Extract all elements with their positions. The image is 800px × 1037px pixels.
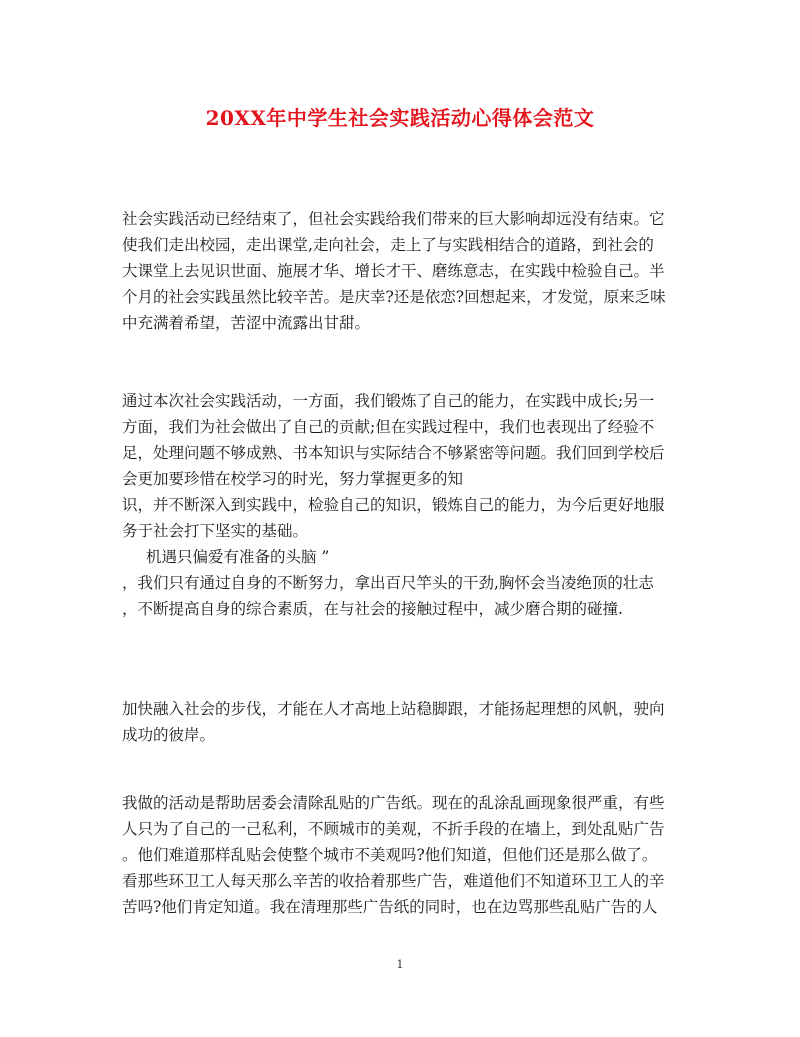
text-line: 大课堂上去见识世面、施展才华、增长才干、磨练意志，在实践中检验自己。半 bbox=[122, 262, 665, 280]
text-line: ，不断提高自身的综合素质，在与社会的接触过程中，减少磨合期的碰撞. bbox=[122, 600, 623, 618]
paragraph-3 bbox=[122, 696, 680, 748]
paragraph-1 bbox=[122, 206, 680, 336]
text-line: 足，处理问题不够成熟、书本知识与实际结合不够紧密等问题。我们回到学校后 bbox=[122, 444, 665, 462]
page-number: 1 bbox=[396, 958, 404, 971]
text-line: 人只为了自己的一己私利，不顾城市的美观，不折手段的在墙上，到处乱贴广告 bbox=[122, 820, 665, 838]
paragraph-4 bbox=[122, 790, 680, 920]
text-line: 看那些环卫工人每天那么辛苦的收拾着那些广告，难道他们不知道环卫工人的辛 bbox=[122, 872, 665, 890]
text-line: 会更加要珍惜在校学习的时光，努力掌握更多的知 bbox=[122, 470, 464, 488]
text-line: 方面，我们为社会做出了自己的贡献;但在实践过程中，我们也表现出了经验不 bbox=[122, 418, 655, 436]
text-line: 加快融入社会的步伐，才能在人才高地上站稳脚跟，才能扬起理想的风帆，驶向 bbox=[122, 700, 665, 718]
text-line: ，我们只有通过自身的不断努力，拿出百尺竿头的干劲,胸怀会当凌绝顶的壮志 bbox=[122, 574, 654, 592]
text-line: 个月的社会实践虽然比较辛苦。是庆幸?还是依恋?回想起来，才发觉，原来乏味 bbox=[122, 288, 666, 306]
text-line: 。他们难道那样乱贴会使整个城市不美观吗?他们知道，但他们还是那么做了。 bbox=[122, 846, 658, 864]
text-line: 务于社会打下坚实的基础。 bbox=[122, 522, 309, 540]
quote-line: 机遇只偏爱有准备的头脑 ” bbox=[146, 548, 330, 566]
document-title: 20XX年中学生社会实践活动心得体会范文 bbox=[205, 106, 595, 130]
text-line: 我做的活动是帮助居委会清除乱贴的广告纸。现在的乱涂乱画现象很严重，有些 bbox=[122, 794, 665, 812]
text-line: 通过本次社会实践活动，一方面，我们锻炼了自己的能力，在实践中成长;另一 bbox=[122, 392, 655, 410]
text-line: 成功的彼岸。 bbox=[122, 726, 216, 744]
text-line: 社会实践活动已经结束了，但社会实践给我们带来的巨大影响却远没有结束。它 bbox=[122, 210, 665, 228]
text-line: 使我们走出校园，走出课堂,走向社会，走上了与实践相结合的道路，到社会的 bbox=[122, 236, 654, 254]
text-line: 苦吗?他们肯定知道。我在清理那些广告纸的同时，也在边骂那些乱贴广告的人 bbox=[122, 898, 658, 916]
paragraph-2 bbox=[122, 388, 680, 622]
text-line: 识，并不断深入到实践中，检验自己的知识，锻炼自己的能力，为今后更好地服 bbox=[122, 496, 665, 514]
text-line: 中充满着希望，苦涩中流露出甘甜。 bbox=[122, 314, 371, 332]
